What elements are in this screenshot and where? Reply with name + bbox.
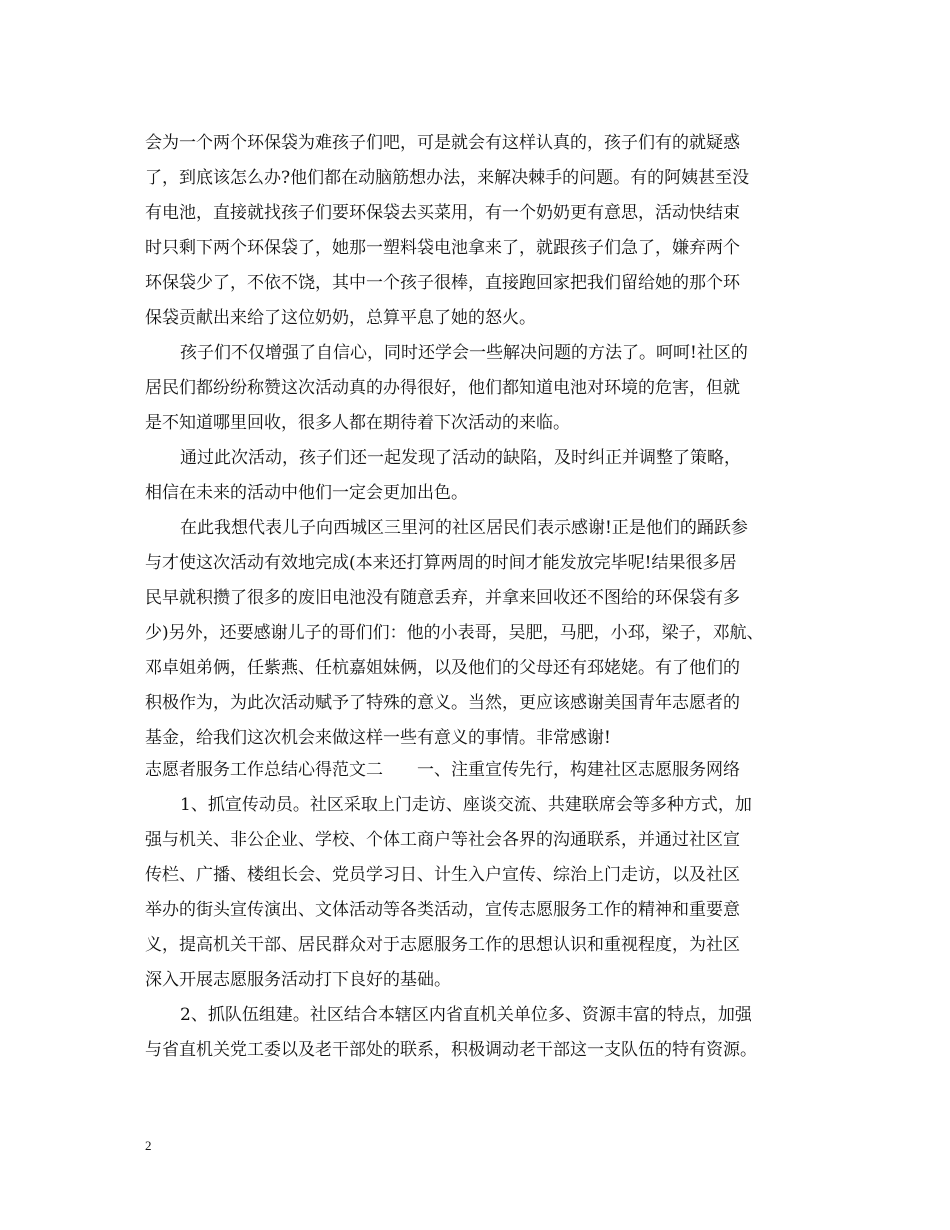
text-line: 基金，给我们这次机会来做这样一些有意义的事情。非常感谢! — [145, 728, 611, 748]
text-line: 相信在未来的活动中他们一定会更加出色。 — [145, 483, 468, 503]
paragraph-start: 在此我想代表儿子向西城区三里河的社区居民们表示感谢!正是他们的踊跃参 — [180, 518, 748, 538]
text-line: 与省直机关党工委以及老干部处的联系，积极调动老干部这一支队伍的特有资源。 — [145, 1040, 757, 1060]
text-line: 民早就积攒了很多的废旧电池没有随意丢弃，并拿来回收还不图给的环保袋有多 — [145, 588, 740, 608]
section-heading: 志愿者服务工作总结心得范文二 一、注重宣传先行，构建社区志愿服务网络 — [145, 760, 740, 780]
text-line: 传栏、广播、楼组长会、党员学习日、计生入户宣传、综治上门走访，以及社区 — [145, 865, 740, 885]
text-line: 时只剩下两个环保袋了，她那一塑料袋电池拿来了，就跟孩子们急了，嫌弃两个 — [145, 238, 740, 258]
text-line: 了，到底该怎么办?他们都在动脑筋想办法，来解决棘手的问题。有的阿姨甚至没 — [145, 168, 750, 188]
text-line: 保袋贡献出来给了这位奶奶，总算平息了她的怒火。 — [145, 308, 536, 328]
text-line: 是不知道哪里回收，很多人都在期待着下次活动的来临。 — [145, 413, 570, 433]
text-line: 有电池，直接就找孩子们要环保袋去买菜用，有一个奶奶更有意思，活动快结束 — [145, 203, 740, 223]
text-line: 义，提高机关干部、居民群众对于志愿服务工作的思想认识和重视程度，为社区 — [145, 935, 740, 955]
text-line: 积极作为，为此次活动赋予了特殊的意义。当然，更应该感谢美国青年志愿者的 — [145, 693, 740, 713]
paragraph-start: 通过此次活动，孩子们还一起发现了活动的缺陷，及时纠正并调整了策略， — [180, 448, 741, 468]
text-line: 会为一个两个环保袋为难孩子们吧，可是就会有这样认真的，孩子们有的就疑惑 — [145, 133, 740, 153]
paragraph-start: 2、抓队伍组建。社区结合本辖区内省直机关单位多、资源丰富的特点，加强 — [180, 1005, 752, 1025]
paragraph-start: 1、抓宣传动员。社区采取上门走访、座谈交流、共建联席会等多种方式，加 — [180, 795, 752, 815]
page-number: 2 — [145, 1138, 152, 1153]
paragraph-start: 孩子们不仅增强了自信心，同时还学会一些解决问题的方法了。呵呵!社区的 — [180, 343, 748, 363]
text-line: 居民们都纷纷称赞这次活动真的办得很好，他们都知道电池对环境的危害，但就 — [145, 378, 740, 398]
text-line: 少)另外，还要感谢儿子的哥们们：他的小表哥，吴肥，马肥，小邳，梁子，邓航、 — [145, 623, 764, 643]
text-line: 举办的街头宣传演出、文体活动等各类活动，宣传志愿服务工作的精神和重要意 — [145, 900, 740, 920]
text-line: 与才使这次活动有效地完成(本来还打算两周的时间才能发放完毕呢!结果很多居 — [145, 553, 737, 573]
text-line: 邓卓姐弟俩，任紫燕、任杭嘉姐妹俩，以及他们的父母还有邳姥姥。有了他们的 — [145, 658, 740, 678]
text-line: 强与机关、非公企业、学校、个体工商户等社会各界的沟通联系，并通过社区宣 — [145, 830, 740, 850]
text-line: 深入开展志愿服务活动打下良好的基础。 — [145, 970, 451, 990]
text-line: 环保袋少了，不依不饶，其中一个孩子很棒，直接跑回家把我们留给她的那个环 — [145, 273, 740, 293]
